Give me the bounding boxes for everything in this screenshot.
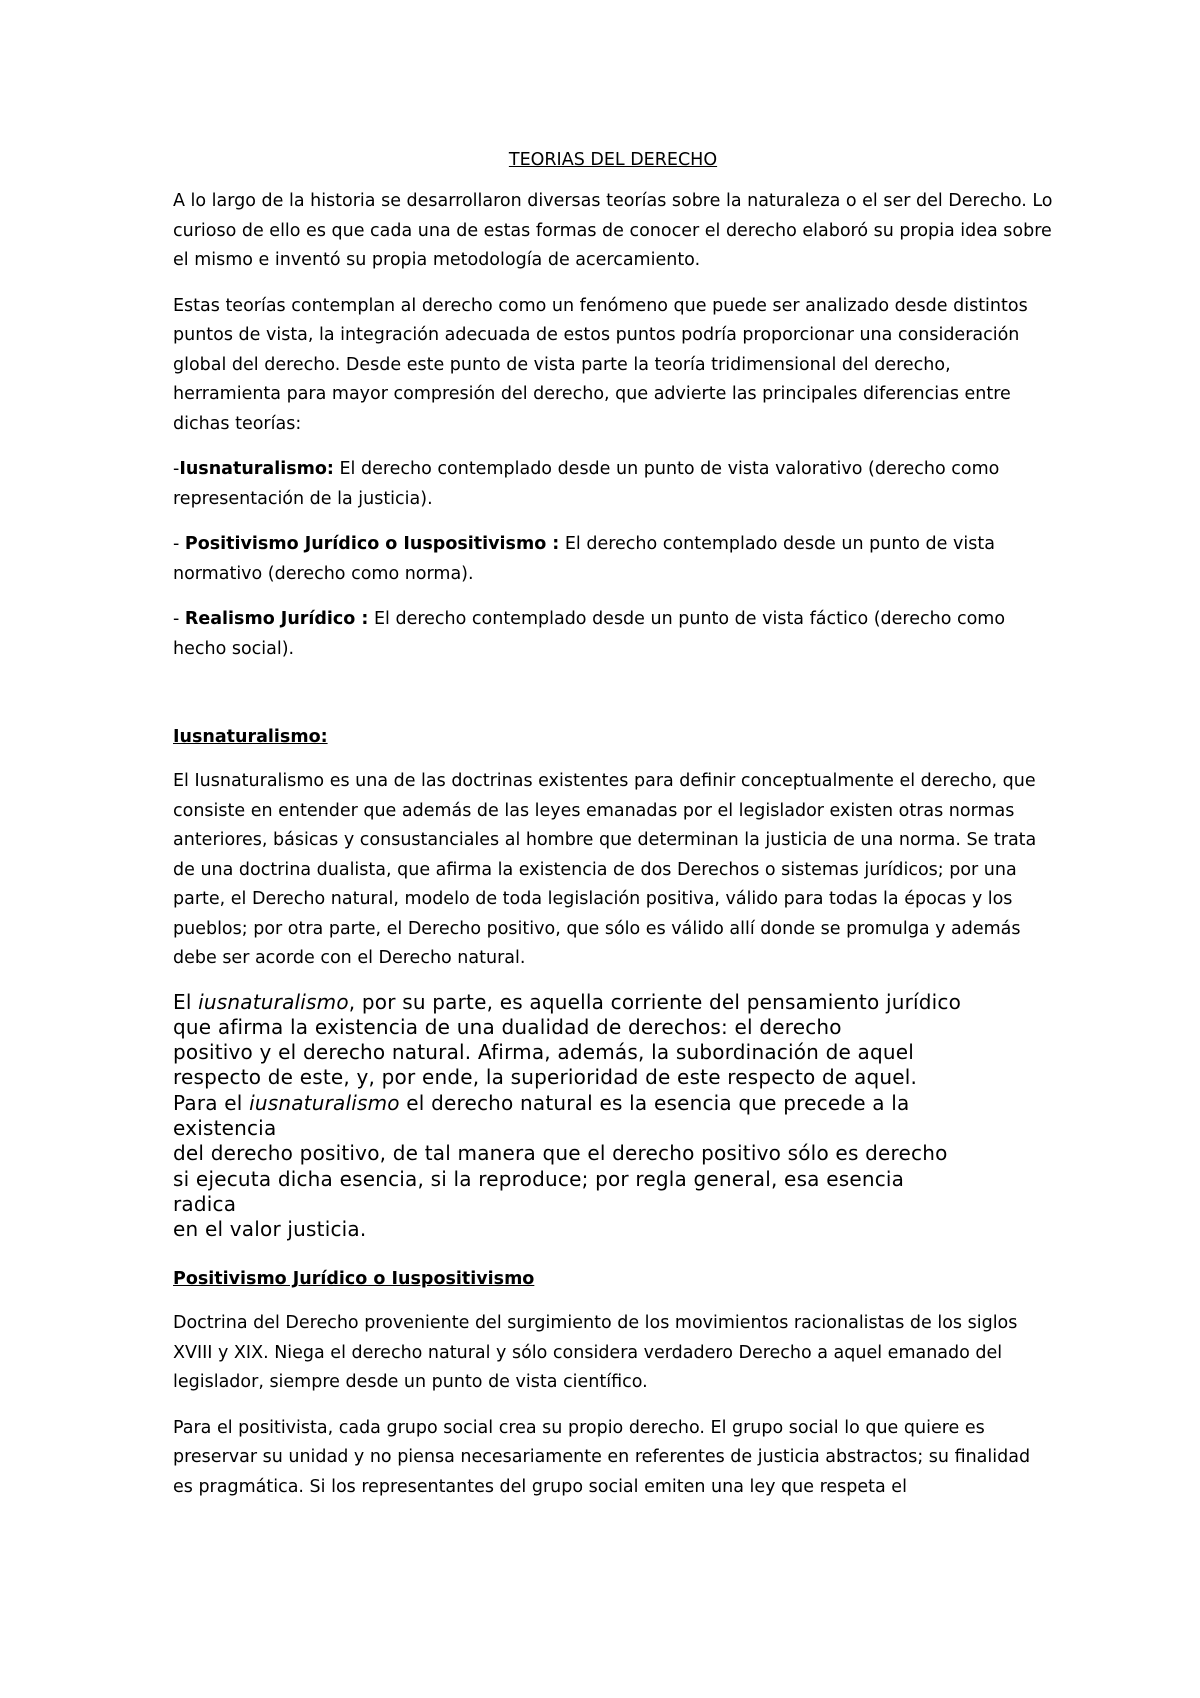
- list-item-prefix: -: [173, 534, 185, 554]
- quote-line: en el valor justicia.: [173, 1217, 367, 1242]
- quote-italic-term: iusnaturalismo: [249, 1090, 400, 1115]
- list-item-prefix: -: [173, 459, 180, 479]
- quote-line: si ejecuta dicha esencia, si la reproduce; por regla general, esa esencia: [173, 1166, 905, 1191]
- quote-line: radica: [173, 1191, 237, 1216]
- intro-paragraph-1: A lo largo de la historia se desarrollaron diversas teorías sobre la naturaleza o el ser del Derecho. Lo curioso de ello es que cada una de estas formas de conocer el derecho elaboró su propia idea sobre el mismo e inventó su propia metodología de acercamiento.: [173, 191, 1053, 270]
- quote-text: , por su parte, es aquella corriente del pensamiento jurídico: [348, 989, 962, 1014]
- list-item-iusnaturalismo: [173, 455, 1053, 514]
- quote-line: positivo y el derecho natural. Afirma, además, la subordinación de aquel: [173, 1040, 915, 1065]
- quote-text: El: [173, 989, 199, 1014]
- list-item-term: Realismo Jurídico :: [184, 609, 369, 629]
- list-item-text: El derecho contemplado desde un punto de vista normativo (derecho como norma).: [173, 534, 995, 584]
- quote-line: que afirma la existencia de una dualidad de derechos: el derecho: [173, 1014, 842, 1039]
- quote-text: el derecho natural es la esencia que precede a la: [399, 1090, 910, 1115]
- iusnaturalismo-paragraph: El Iusnaturalismo es una de las doctrinas existentes para definir conceptualmente el derecho, que consiste en entender que además de las leyes emanadas por el legislador existen otras normas anteriores, básicas y consustanciales al hombre que determinan la justicia de una norma. Se trata de una doctrina dualista, que afirma la existencia de dos Derechos o sistemas jurídicos; por una parte, el Derecho natural, modelo de toda legislación positiva, válido para todas la épocas y los pueblos; por otra parte, el Derecho positivo, que sólo es válido allí donde se promulga y además debe ser acorde con el Derecho natural.: [173, 771, 1037, 968]
- quote-text: Para el: [173, 1090, 250, 1115]
- list-item-term: Positivismo Jurídico o Iuspositivismo :: [184, 534, 560, 554]
- list-item-prefix: -: [173, 609, 185, 629]
- iusnaturalismo-quote: [173, 990, 1053, 1243]
- list-item-text: El derecho contemplado desde un punto de vista valorativo (derecho como representación de la justicia).: [173, 459, 1000, 509]
- list-item-term: Iusnaturalismo:: [179, 459, 334, 479]
- document-content: [173, 145, 1053, 1518]
- iuspositivismo-paragraph-2: Para el positivista, cada grupo social crea su propio derecho. El grupo social lo que quiere es preservar su unidad y no piensa necesariamente en referentes de justicia abstractos; su finalidad es pragmática. Si los representantes del grupo social emiten una ley que respeta el: [173, 1417, 1031, 1497]
- quote-line: existencia: [173, 1115, 277, 1140]
- iuspositivismo-paragraph-1: Doctrina del Derecho proveniente del surgimiento de los movimientos racionalistas de los siglos XVIII y XIX. Niega el derecho natural y sólo considera verdadero Derecho a aquel emanado del legislador, siempre desde un punto de vista científico.: [173, 1313, 1018, 1393]
- document-title: TEORIAS DEL DERECHO: [508, 150, 718, 170]
- quote-line: del derecho positivo, de tal manera que el derecho positivo sólo es derecho: [173, 1141, 948, 1166]
- quote-line: [173, 1091, 1053, 1116]
- list-item-realismo: [173, 605, 1053, 664]
- list-item-iuspositivismo: [173, 530, 1053, 589]
- section-gap: [173, 680, 1053, 722]
- quote-line: [173, 990, 1053, 1015]
- intro-paragraph-2: Estas teorías contemplan al derecho como un fenómeno que puede ser analizado desde distintos puntos de vista, la integración adecuada de estos puntos podría proporcionar una consideración global del derecho. Desde este punto de vista parte la teoría tridimensional del derecho, herramienta para mayor compresión del derecho, que advierte las principales diferencias entre dichas teorías:: [173, 295, 1028, 434]
- list-item-text: El derecho contemplado desde un punto de vista fáctico (derecho como hecho social).: [173, 609, 1006, 659]
- quote-italic-term: iusnaturalismo: [198, 989, 349, 1014]
- section-heading-iusnaturalismo: Iusnaturalismo:: [173, 727, 328, 747]
- quote-line: respecto de este, y, por ende, la superioridad de este respecto de aquel.: [173, 1065, 918, 1090]
- section-heading-iuspositivismo: Positivismo Jurídico o Iuspositivismo: [173, 1269, 535, 1290]
